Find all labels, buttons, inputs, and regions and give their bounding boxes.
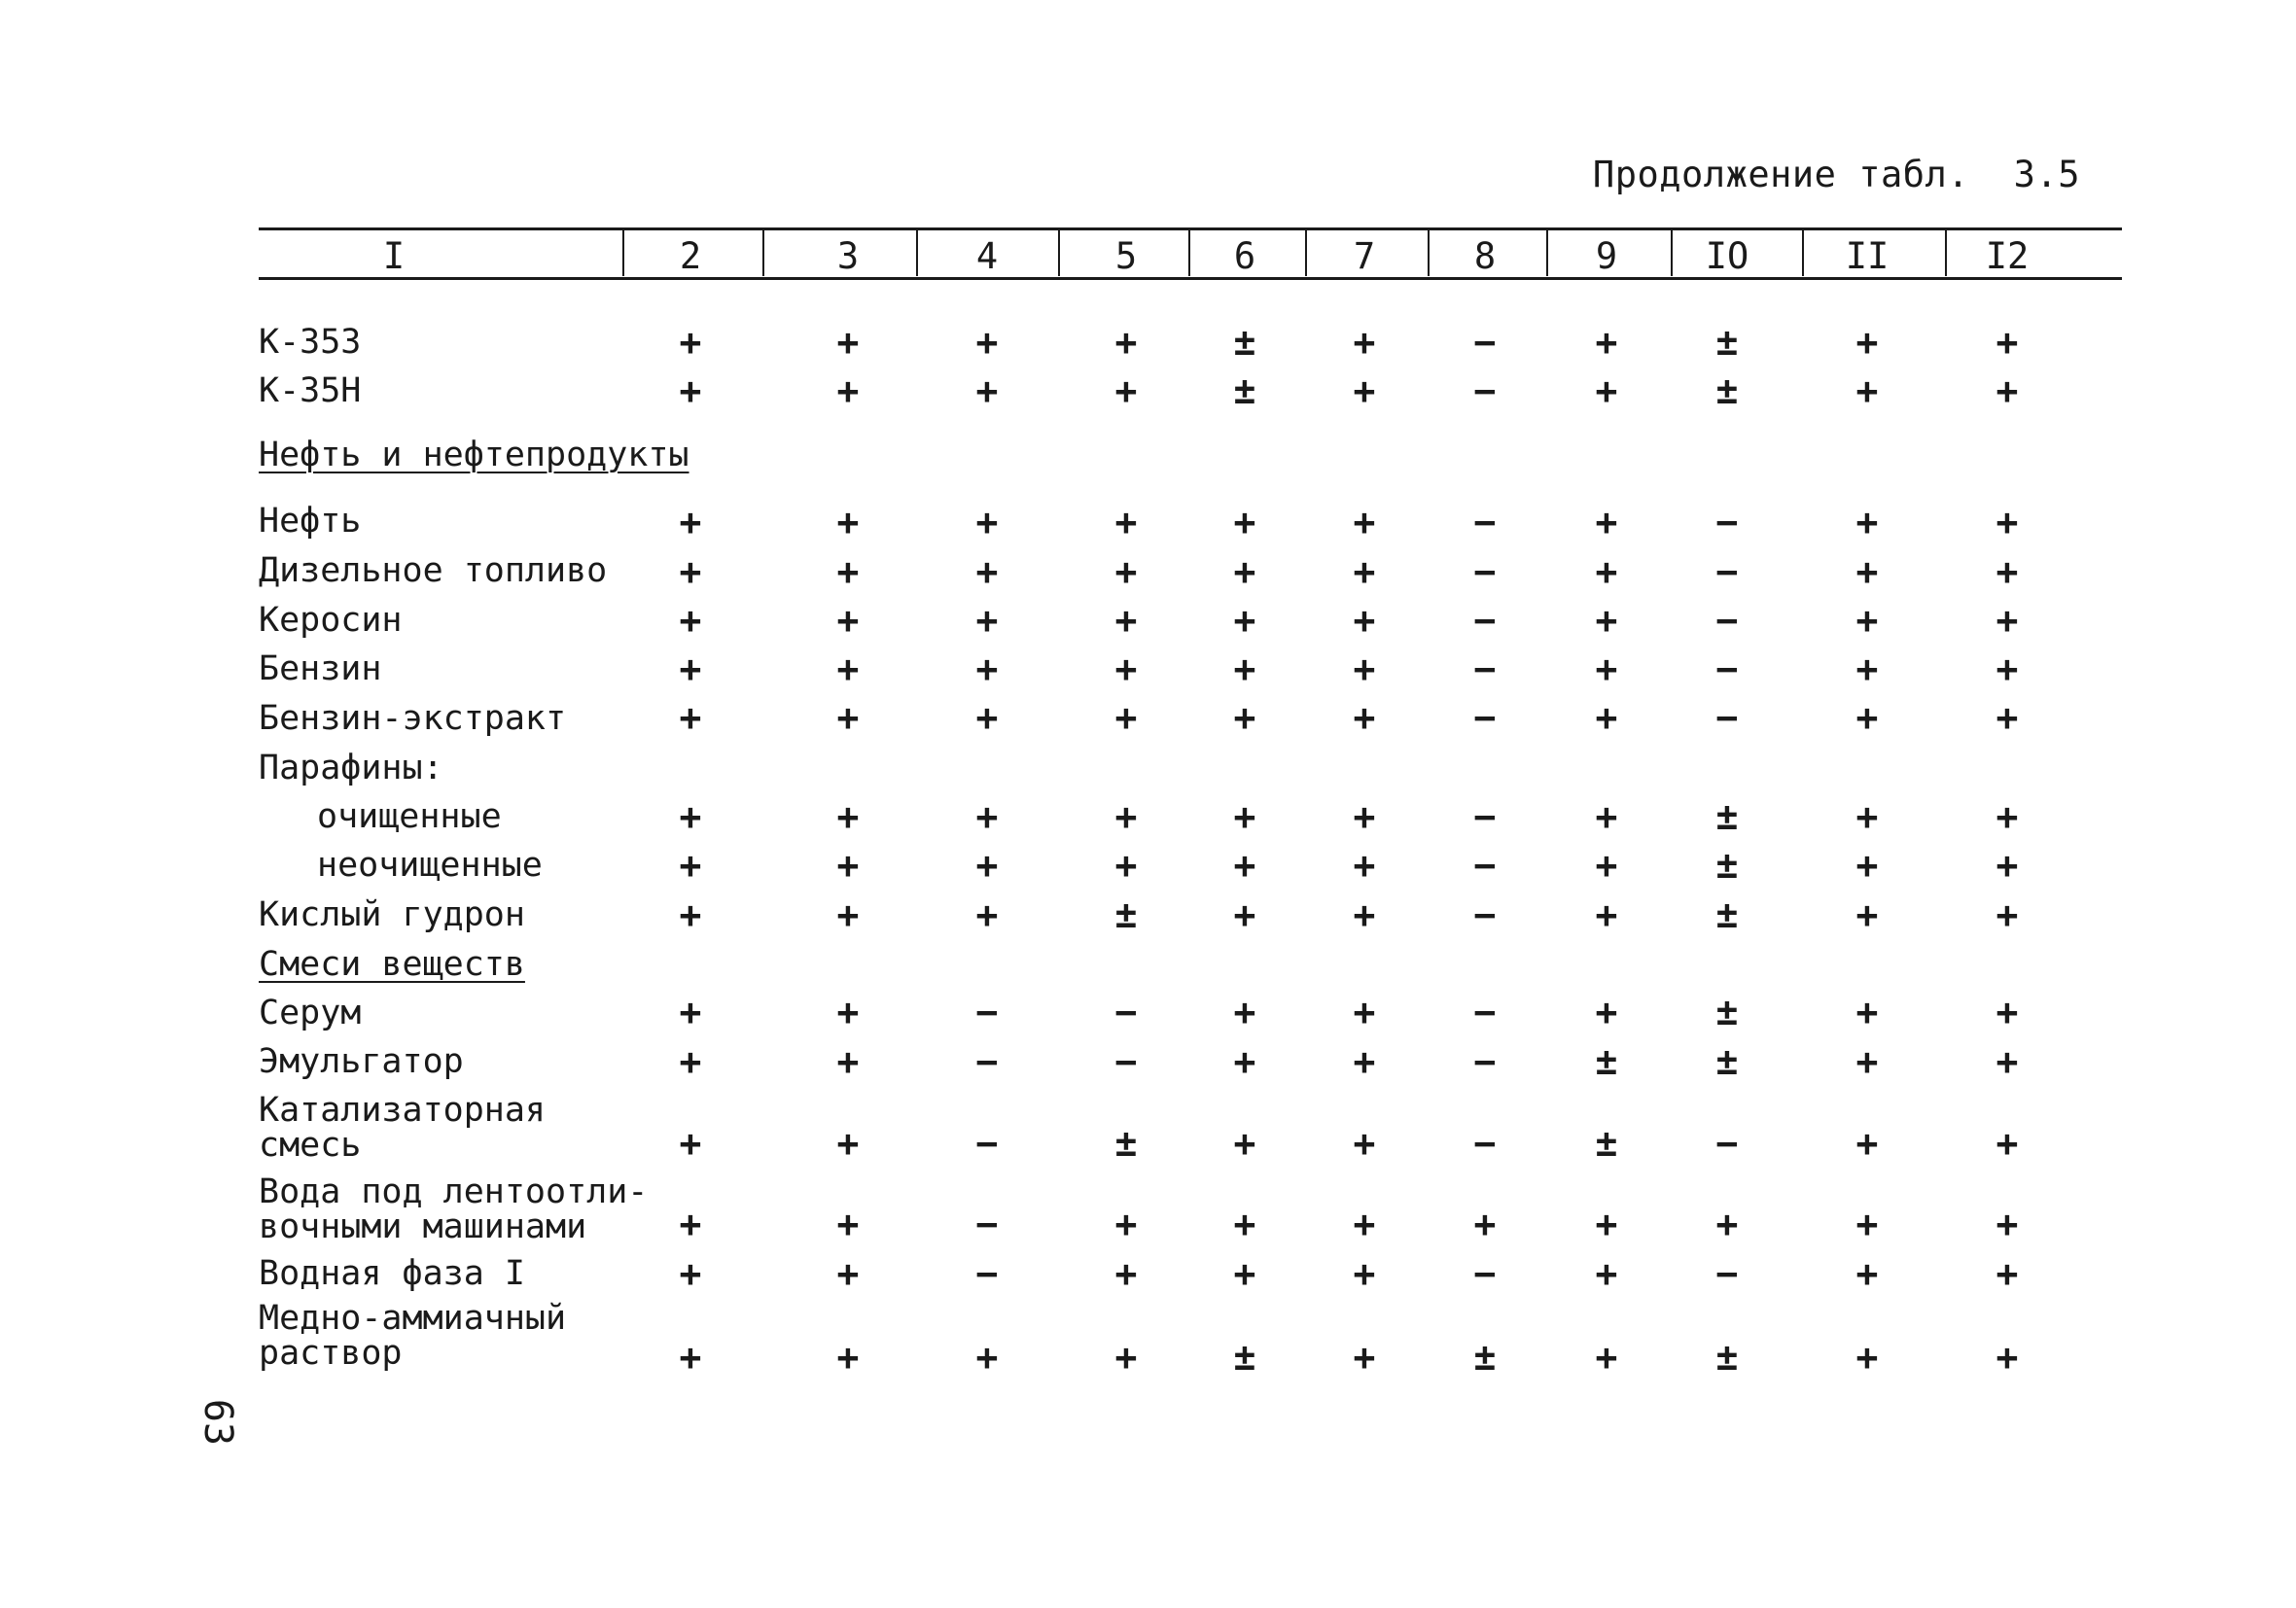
column-separator	[1546, 229, 1548, 276]
cell-mark: +	[679, 1336, 702, 1379]
cell-mark: +	[1595, 550, 1618, 593]
column-separator	[762, 229, 764, 276]
cell-mark: +	[836, 1336, 860, 1379]
column-header: 2	[679, 235, 702, 277]
cell-mark: +	[1233, 647, 1256, 690]
cell-mark: +	[1996, 844, 2019, 887]
cell-mark: +	[1114, 1336, 1138, 1379]
cell-mark: −	[1473, 1040, 1497, 1083]
column-header: 6	[1233, 235, 1256, 277]
cell-mark: −	[1715, 501, 1739, 543]
cell-mark: +	[1595, 893, 1618, 936]
cell-mark: +	[1855, 1252, 1879, 1295]
cell-mark: +	[1353, 599, 1376, 642]
cell-mark: +	[1353, 696, 1376, 739]
cell-mark: +	[1233, 893, 1256, 936]
cell-mark: +	[1855, 844, 1879, 887]
cell-mark: +	[1353, 321, 1376, 364]
cell-mark: −	[1473, 321, 1497, 364]
cell-mark: +	[975, 647, 999, 690]
cell-mark: ±	[1715, 893, 1739, 936]
cell-mark: +	[836, 321, 860, 364]
cell-mark: ±	[1473, 1336, 1497, 1379]
cell-mark: +	[975, 1336, 999, 1379]
cell-mark: +	[1353, 369, 1376, 412]
cell-mark: +	[975, 696, 999, 739]
cell-mark: +	[1595, 599, 1618, 642]
row-label: Керосин	[259, 601, 403, 640]
cell-mark: +	[1353, 1122, 1376, 1165]
cell-mark: +	[1473, 1203, 1497, 1245]
row-label: очищенные	[317, 797, 502, 836]
cell-mark: ±	[1715, 991, 1739, 1033]
cell-mark: ±	[1233, 369, 1256, 412]
row-label: Бензин-экстракт	[259, 699, 567, 738]
cell-mark: +	[1855, 893, 1879, 936]
cell-mark: ±	[1114, 893, 1138, 936]
cell-mark: +	[836, 795, 860, 838]
cell-mark: ±	[1233, 1336, 1256, 1379]
cell-mark: ±	[1114, 1122, 1138, 1165]
cell-mark: +	[1114, 550, 1138, 593]
cell-mark: +	[1595, 1203, 1618, 1245]
cell-mark: +	[1353, 991, 1376, 1033]
cell-mark: +	[1855, 696, 1879, 739]
cell-mark: +	[836, 991, 860, 1033]
header-bottom-rule	[259, 277, 2122, 280]
cell-mark: +	[1233, 599, 1256, 642]
cell-mark: −	[1473, 795, 1497, 838]
cell-mark: +	[1996, 1203, 2019, 1245]
cell-mark: +	[975, 844, 999, 887]
cell-mark: −	[1473, 696, 1497, 739]
cell-mark: +	[1595, 501, 1618, 543]
section-heading: Нефть и нефтепродукты	[259, 436, 689, 474]
cell-mark: −	[1473, 550, 1497, 593]
cell-mark: +	[1114, 696, 1138, 739]
cell-mark: +	[836, 1040, 860, 1083]
cell-mark: +	[1233, 550, 1256, 593]
cell-mark: +	[836, 369, 860, 412]
page-number: 63	[195, 1398, 241, 1447]
column-header: 3	[836, 235, 860, 277]
cell-mark: +	[1855, 550, 1879, 593]
column-header: I	[382, 235, 406, 277]
cell-mark: +	[679, 647, 702, 690]
cell-mark: +	[1114, 369, 1138, 412]
row-label: Дизельное топливо	[259, 551, 608, 590]
column-separator	[1305, 229, 1307, 276]
cell-mark: ±	[1233, 321, 1256, 364]
cell-mark: +	[1996, 550, 2019, 593]
cell-mark: +	[1233, 1040, 1256, 1083]
cell-mark: +	[1855, 501, 1879, 543]
row-label: Медно-аммиачный раствор	[259, 1299, 567, 1373]
cell-mark: +	[679, 844, 702, 887]
table-caption: Продолжение табл. 3.5	[1592, 154, 2080, 195]
cell-mark: +	[1715, 1203, 1739, 1245]
cell-mark: +	[836, 1122, 860, 1165]
row-label: Серум	[259, 994, 362, 1032]
section-heading: Смеси веществ	[259, 945, 525, 984]
cell-mark: +	[1855, 1040, 1879, 1083]
column-separator	[1671, 229, 1673, 276]
cell-mark: −	[1473, 369, 1497, 412]
cell-mark: +	[679, 1203, 702, 1245]
column-separator	[1058, 229, 1060, 276]
column-separator	[916, 229, 918, 276]
cell-mark: +	[1595, 844, 1618, 887]
row-label: неочищенные	[317, 846, 543, 885]
cell-mark: −	[975, 1203, 999, 1245]
cell-mark: +	[679, 1252, 702, 1295]
cell-mark: +	[1114, 599, 1138, 642]
cell-mark: +	[1996, 1122, 2019, 1165]
cell-mark: +	[836, 550, 860, 593]
cell-mark: −	[1114, 1040, 1138, 1083]
cell-mark: +	[836, 599, 860, 642]
cell-mark: +	[1353, 795, 1376, 838]
cell-mark: +	[1595, 647, 1618, 690]
row-label: Парафины:	[259, 749, 443, 787]
cell-mark: +	[1114, 844, 1138, 887]
cell-mark: +	[836, 844, 860, 887]
cell-mark: +	[836, 696, 860, 739]
cell-mark: ±	[1715, 1336, 1739, 1379]
cell-mark: +	[679, 991, 702, 1033]
cell-mark: −	[1715, 1122, 1739, 1165]
cell-mark: +	[1114, 321, 1138, 364]
cell-mark: ±	[1715, 844, 1739, 887]
column-separator	[1188, 229, 1190, 276]
cell-mark: +	[1996, 696, 2019, 739]
cell-mark: +	[1233, 795, 1256, 838]
column-header: 7	[1353, 235, 1376, 277]
cell-mark: +	[1855, 321, 1879, 364]
cell-mark: ±	[1595, 1040, 1618, 1083]
cell-mark: +	[1996, 795, 2019, 838]
cell-mark: +	[1855, 1336, 1879, 1379]
cell-mark: +	[1996, 1252, 2019, 1295]
column-separator	[1802, 229, 1804, 276]
cell-mark: +	[1855, 795, 1879, 838]
row-label: Бензин	[259, 649, 382, 688]
column-header: 8	[1473, 235, 1497, 277]
cell-mark: +	[1353, 844, 1376, 887]
cell-mark: +	[1855, 1203, 1879, 1245]
cell-mark: +	[975, 599, 999, 642]
cell-mark: +	[1855, 599, 1879, 642]
cell-mark: ±	[1715, 321, 1739, 364]
cell-mark: +	[1353, 550, 1376, 593]
cell-mark: +	[679, 1040, 702, 1083]
cell-mark: ±	[1715, 795, 1739, 838]
cell-mark: +	[679, 501, 702, 543]
cell-mark: −	[1473, 501, 1497, 543]
cell-mark: +	[1114, 1203, 1138, 1245]
row-label: К-353	[259, 323, 362, 362]
cell-mark: +	[1595, 795, 1618, 838]
cell-mark: +	[1996, 893, 2019, 936]
cell-mark: ±	[1715, 369, 1739, 412]
cell-mark: −	[1715, 550, 1739, 593]
cell-mark: +	[975, 321, 999, 364]
cell-mark: +	[1114, 501, 1138, 543]
row-label: К-35Н	[259, 371, 362, 410]
column-header: IO	[1705, 235, 1749, 277]
cell-mark: −	[1473, 893, 1497, 936]
cell-mark: +	[1353, 1252, 1376, 1295]
cell-mark: +	[1595, 321, 1618, 364]
cell-mark: +	[1233, 1203, 1256, 1245]
cell-mark: +	[1595, 369, 1618, 412]
cell-mark: +	[1996, 321, 2019, 364]
cell-mark: +	[1353, 1203, 1376, 1245]
column-header: 5	[1114, 235, 1138, 277]
cell-mark: −	[975, 1040, 999, 1083]
cell-mark: +	[1595, 1252, 1618, 1295]
cell-mark: +	[1996, 991, 2019, 1033]
cell-mark: +	[836, 501, 860, 543]
column-separator	[1945, 229, 1947, 276]
cell-mark: −	[975, 991, 999, 1033]
cell-mark: +	[1996, 1336, 2019, 1379]
cell-mark: +	[1996, 599, 2019, 642]
cell-mark: +	[1855, 369, 1879, 412]
cell-mark: +	[1353, 647, 1376, 690]
column-separator	[622, 229, 624, 276]
cell-mark: +	[679, 1122, 702, 1165]
cell-mark: +	[1233, 1252, 1256, 1295]
row-label: Нефть	[259, 502, 362, 541]
cell-mark: ±	[1715, 1040, 1739, 1083]
column-header: I2	[1985, 235, 2030, 277]
cell-mark: +	[1855, 991, 1879, 1033]
cell-mark: +	[836, 893, 860, 936]
cell-mark: −	[1473, 647, 1497, 690]
column-header: 9	[1595, 235, 1618, 277]
cell-mark: +	[975, 369, 999, 412]
cell-mark: +	[836, 1203, 860, 1245]
cell-mark: −	[975, 1122, 999, 1165]
cell-mark: −	[1715, 696, 1739, 739]
row-label: Катализаторная смесь	[259, 1091, 547, 1165]
cell-mark: −	[1715, 647, 1739, 690]
row-label: Кислый гудрон	[259, 895, 525, 934]
cell-mark: +	[1114, 1252, 1138, 1295]
cell-mark: +	[679, 321, 702, 364]
cell-mark: +	[1233, 696, 1256, 739]
cell-mark: +	[679, 795, 702, 838]
cell-mark: +	[1353, 1040, 1376, 1083]
cell-mark: +	[1996, 501, 2019, 543]
cell-mark: +	[1114, 647, 1138, 690]
cell-mark: −	[1473, 844, 1497, 887]
cell-mark: +	[975, 501, 999, 543]
cell-mark: +	[1595, 991, 1618, 1033]
cell-mark: −	[1473, 991, 1497, 1033]
cell-mark: −	[975, 1252, 999, 1295]
cell-mark: +	[975, 795, 999, 838]
row-label: Водная фаза I	[259, 1254, 525, 1293]
cell-mark: ±	[1595, 1122, 1618, 1165]
cell-mark: −	[1473, 1122, 1497, 1165]
cell-mark: −	[1715, 1252, 1739, 1295]
cell-mark: +	[1233, 991, 1256, 1033]
column-header: 4	[975, 235, 999, 277]
cell-mark: +	[975, 550, 999, 593]
cell-mark: +	[1233, 844, 1256, 887]
cell-mark: +	[1233, 501, 1256, 543]
column-separator	[1428, 229, 1430, 276]
row-label: Эмульгатор	[259, 1042, 464, 1081]
row-label: Вода под лентоотли- вочными машинами	[259, 1172, 649, 1246]
cell-mark: −	[1473, 599, 1497, 642]
cell-mark: +	[679, 369, 702, 412]
cell-mark: +	[1595, 696, 1618, 739]
cell-mark: +	[1233, 1122, 1256, 1165]
cell-mark: +	[836, 1252, 860, 1295]
cell-mark: +	[679, 696, 702, 739]
cell-mark: +	[1855, 647, 1879, 690]
cell-mark: +	[1353, 893, 1376, 936]
cell-mark: −	[1715, 599, 1739, 642]
cell-mark: +	[1114, 795, 1138, 838]
cell-mark: +	[1353, 501, 1376, 543]
cell-mark: +	[836, 647, 860, 690]
cell-mark: +	[1996, 647, 2019, 690]
cell-mark: +	[1855, 1122, 1879, 1165]
cell-mark: +	[679, 550, 702, 593]
cell-mark: +	[1996, 1040, 2019, 1083]
cell-mark: +	[1353, 1336, 1376, 1379]
column-header: II	[1845, 235, 1890, 277]
cell-mark: +	[679, 893, 702, 936]
cell-mark: +	[975, 893, 999, 936]
cell-mark: +	[1595, 1336, 1618, 1379]
cell-mark: −	[1114, 991, 1138, 1033]
cell-mark: −	[1473, 1252, 1497, 1295]
table-header	[259, 229, 2122, 276]
cell-mark: +	[1996, 369, 2019, 412]
cell-mark: +	[679, 599, 702, 642]
